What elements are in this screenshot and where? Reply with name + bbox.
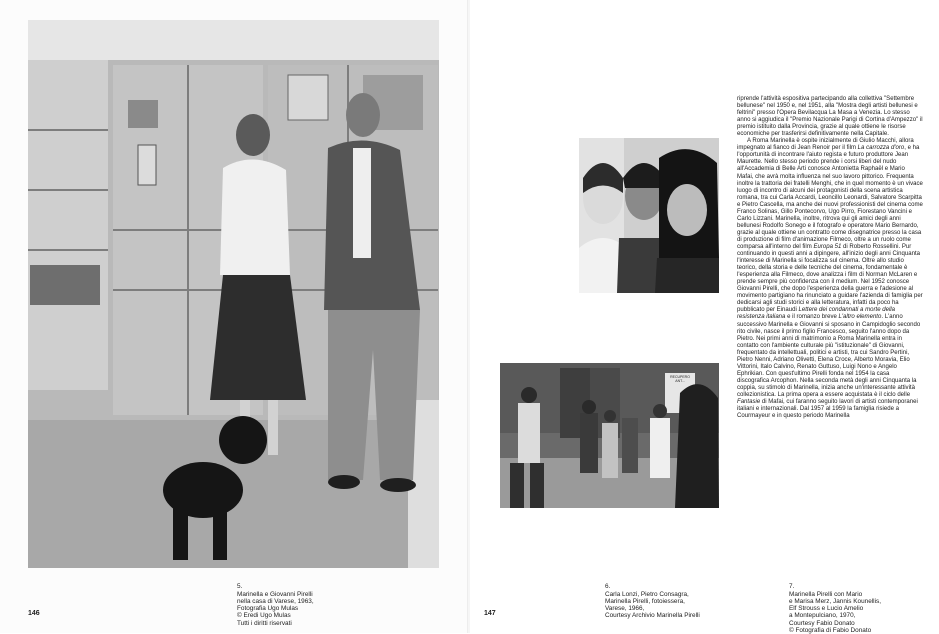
book-title-lettere: Lettere dei condannati a morte della resistenza italiana — [737, 307, 896, 321]
paragraph-2-b: , e ha l'opportunità di incontrare l'aiuto regista e futuro produttore Jean Maurette. Nello stesso periodo prende i corsi liberi del nudo all'Accademia di Belle Arti conosce Antonietta Raphaël e Mario Mafai, che avrà molta influenza nel suo lavoro pittorico. Frequenta inoltre la trattoria dei fratelli Menghi, che in quel momento è un vivace luogo di incontro di alcuni dei protagonisti della scena artistica romana, tra cui Carla Accardi, Leoncillo Leonardi, Salvatore Scarpitta e Pietro Cascella, ma anche dei nuovi professionisti del cinema come Franco Solinas, Gillo Pontecorvo, Ugo Pirro, Fiorestano Vancini e Carlo Lizzani. Marinella, inoltre, ritrova qui gli amici degli anni bellunesi Rodolfo Sonego e il fotografo e operatore Mario Bernardo, grazie al quale ottiene un contratto come disegnatrice presso la casa di produzione di film d'animazione Filmeco, oltre a un ruolo come comparsa all'interno del film — [737, 145, 923, 250]
paragraph-1: riprende l'attività espositiva partecipando alla collettiva "Settembre bellunese" nel 1950 e, nel 1951, alla "Mostra degli artisti bellunesi e feltrini" presso l'Opera Bevilacqua La Masa a Venezia. Lo stesso anno si aggiudica il "Premio Nazionale Parigi di Cortina d'Ampezzo" il premio istituito dalla Provincia, grazie al quale ottiene le risorse economiche per trasferirsi definitivamente nella Capitale. — [737, 96, 923, 138]
folio-left: 146 — [28, 610, 40, 617]
caption-7-number: 7. — [789, 583, 795, 591]
caption-7-text: Marinella Pirelli con Mario e Marisa Merz, Jannis Kounellis, Elf Strouss e Lucio Amelio a Montepulciano, 1970, Courtesy Fabio Donato © Fotografia di Fabio Donato — [789, 590, 881, 634]
film-title-europa: Europa 51 — [813, 243, 842, 250]
caption-6-number: 6. — [605, 583, 611, 591]
caption-5-number: 5. — [237, 583, 243, 591]
paragraph-2-e: . L'anno successivo Marinella e Giovanni si sposano in Campidoglio secondo rito civile, nasce il primo figlio Francesco, seguito l'anno dopo da Pietro. Nei primi anni di matrimonio a Roma Marinella entra in contatto con l'ambiente culturale più "istituzionale" di Giovanni, frequentato da intellettuali, politici e artisti, tra cui Sandro Pertini, Pietro Nenni, Adriano Olivetti, Elena Croce, Alberto Moravia, Elio Vittorini, Italo Calvino, Renato Guttuso, Luigi Nono e Angelo Ephrikian. Con quest'ultimo Pirelli fonda nel 1954 la casa discografica Arcophon. Nella seconda metà degli anni Cinquanta la coppia, su stimolo di Marinella, inizia anche un'interessante attività collezionistica. La prima opera a essere acquistata è il ciclo delle — [737, 314, 921, 398]
photo-marinella-giovanni-varese — [28, 20, 439, 568]
photo-pirelli-merz-kounellis — [500, 363, 719, 508]
caption-6-text: Carla Lonzi, Pietro Consagra, Marinella Pirelli, fotoiessera, Varese, 1966, Courtesy Archivio Marinella Pirelli — [605, 590, 700, 620]
paragraph-2-c: di Roberto Rossellini. Pur continuando in questi anni a dipingere, all'inizio degli anni Cinquanta l'interesse di Marinella si focalizza sul cinema. Oltre allo studio teorico, della storia e delle tecniche del cinema, fondamentale è l'esperienza alla Filmeco, dove analizza i film di Norman McLaren e prende sempre più confidenza con il medium. Nel 1952 conosce Giovanni Pirelli, che dopo l'esperienza della guerra e l'adesione al movimento partigiano ha rinunciato a guidare l'azienda di famiglia per dedicarsi agli studi storici e alla letteratura, infatti da poco ha pubblicato per Einaudi — [737, 243, 923, 314]
caption-5-text: Marinella e Giovanni Pirelli nella casa di Varese, 1963, Fotografia Ugo Mulas © Eredi Ugo Mulas Tutti i diritti riservati — [237, 590, 314, 627]
photo-lonzi-consagra-pirelli — [579, 138, 719, 293]
body-text-column — [737, 96, 923, 420]
film-title-carrozza: La carrozza d'oro — [857, 145, 905, 152]
paragraph-2-f: di Mafai, cui faranno seguito lavori di artisti contemporanei italiani e internazionali. Dal 1957 al 1959 la famiglia risiede a Courmayeur e in questo periodo Marinella — [737, 399, 918, 420]
paragraph-2 — [737, 138, 923, 420]
caption-photo-7 — [789, 576, 929, 634]
folio-right: 147 — [484, 610, 496, 617]
photo-7-sign: RECUPERO ANT... — [670, 375, 690, 383]
book-title-altro-elemento: L'altro elemento — [838, 314, 882, 321]
caption-photo-6 — [605, 576, 730, 620]
artwork-title-fantasie: Fantasie — [737, 399, 761, 406]
caption-photo-5 — [237, 576, 437, 627]
paragraph-2-d: e il romanzo breve — [785, 314, 839, 321]
paragraph-2-a: A Roma Marinella è ospite inizialmente di Giulio Macchi, allora impegnato al fianco di Jean Renoir per il film — [737, 138, 914, 152]
